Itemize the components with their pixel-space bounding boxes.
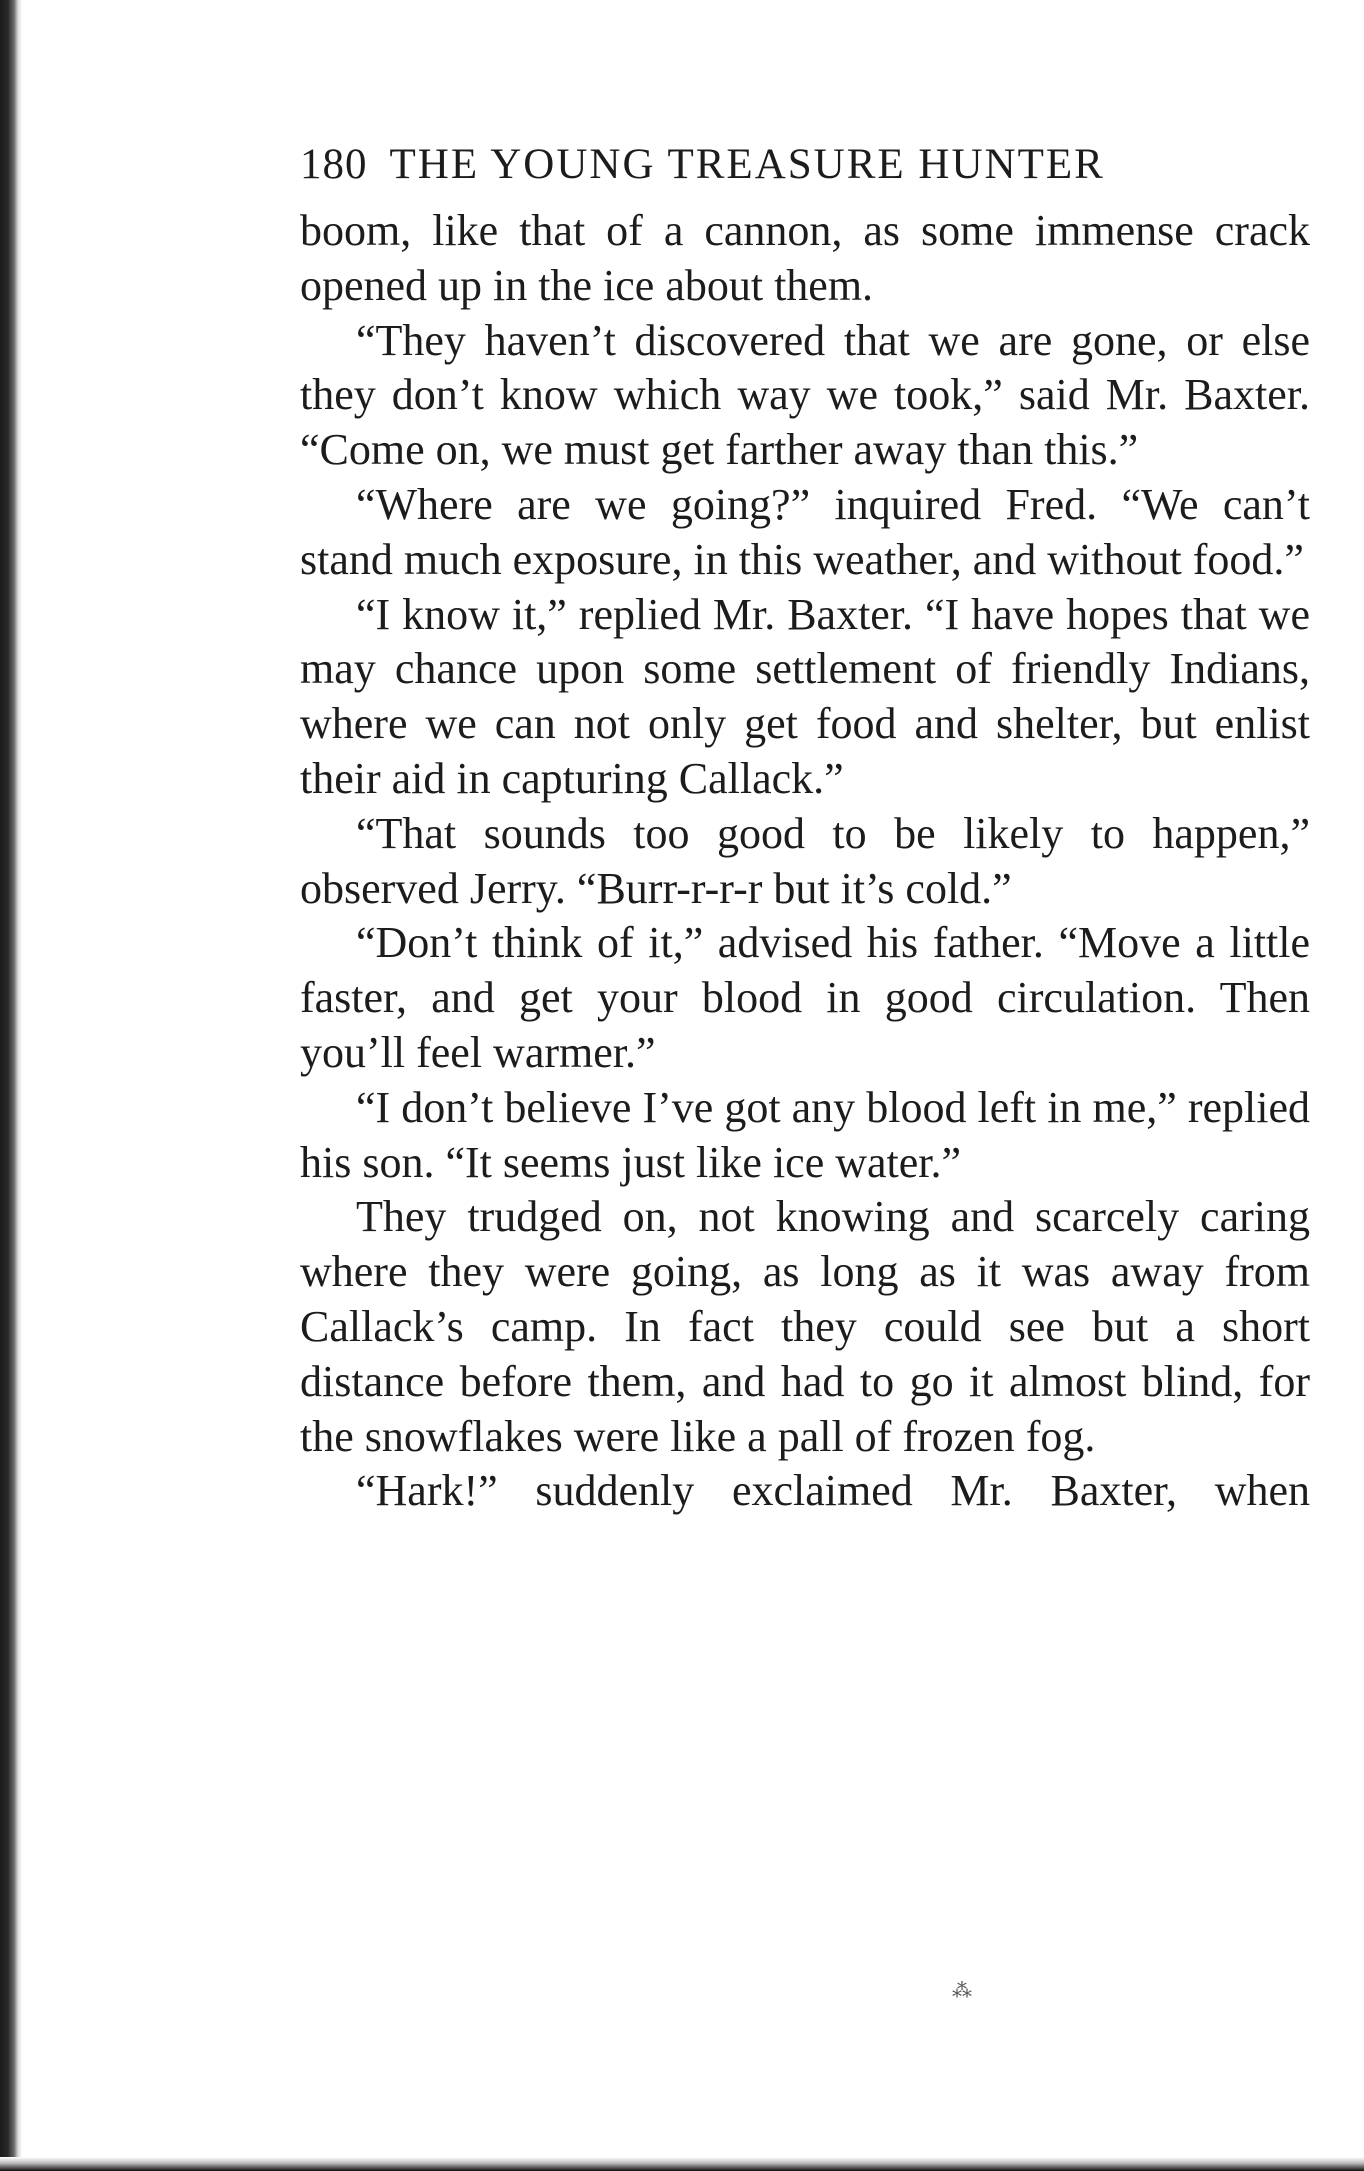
running-head: [300, 140, 1310, 204]
paragraph: “Don’t think of it,” advised his father. “Move a little faster, and get your blood in good circulation. Then you’ll feel warmer.”: [300, 918, 1310, 1077]
scan-shadow-left: [0, 0, 22, 2171]
page-number: 180: [300, 141, 368, 188]
ink-speck: ⁂: [952, 1980, 972, 2002]
paragraph: “Where are we going?” inquired Fred. “We can’t stand much exposure, in this weather, and without food.”: [300, 479, 1310, 584]
book-page: [300, 140, 1310, 1519]
paragraph: “I don’t believe I’ve got any blood left in me,” replied his son. “It seems just like ice water.”: [300, 1082, 1310, 1187]
paragraph: “Hark!” suddenly exclaimed Mr. Baxter, when: [356, 1466, 1310, 1516]
paragraph: They trudged on, not knowing and scarcely caring where they were going, as long as it was away from Callack’s camp. In fact they could see but a short distance before them, and had to go it almost blind, for the snowflakes were like a pall of frozen fog.: [300, 1192, 1310, 1461]
body-text: [300, 204, 1310, 1519]
running-title: THE YOUNG TREASURE HUNTER: [389, 141, 1105, 188]
paragraph: “They haven’t discovered that we are gone, or else they don’t know which way we took,” said Mr. Baxter. “Come on, we must get farther away than this.”: [300, 315, 1310, 475]
paragraph: boom, like that of a cannon, as some immense crack opened up in the ice about them.: [300, 206, 1310, 310]
paragraph: “I know it,” replied Mr. Baxter. “I have hopes that we may chance upon some settlement of friendly Indians, where we can not only get food and shelter, but enlist their aid in capturing Callack.”: [300, 589, 1310, 803]
paragraph: “That sounds too good to be likely to happen,” observed Jerry. “Burr-r-r-r but it’s cold.”: [300, 808, 1310, 913]
scan-shadow-bottom: [0, 2157, 1364, 2171]
